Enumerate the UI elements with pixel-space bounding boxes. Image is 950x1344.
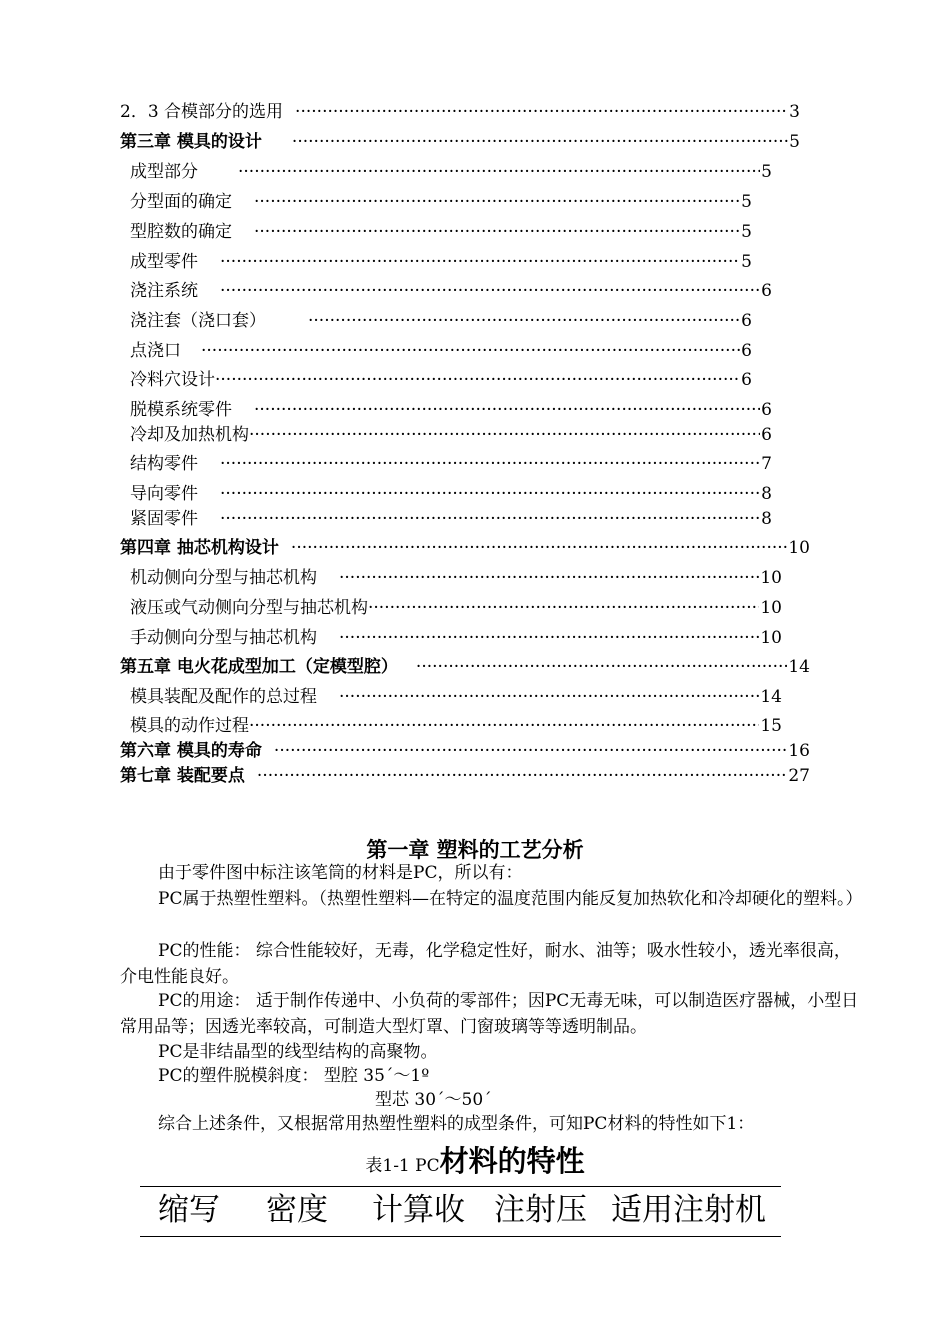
table-top-rule: [140, 1186, 781, 1187]
table-header-cell: 密度: [266, 1192, 328, 1228]
table-header-cell: 计算收: [372, 1192, 465, 1228]
toc-title: 模具的动作过程: [130, 716, 249, 736]
toc-page: 27: [788, 766, 810, 786]
toc-title: 2．3 合模部分的选用: [120, 102, 284, 122]
table-header-cell: 注射压: [494, 1192, 587, 1228]
toc-page: 10: [760, 568, 782, 588]
toc-title: 浇注系统: [130, 281, 198, 301]
paragraph: 由于零件图中标注该笔筒的材料是PC，所以有：: [158, 863, 523, 883]
toc-chapter[interactable]: [120, 655, 810, 679]
caption-title: 材料的特性: [439, 1144, 585, 1178]
toc-title: 结构零件: [130, 454, 198, 474]
toc-page: 10: [760, 598, 782, 618]
toc-title: 浇注套（浇口套）: [130, 311, 266, 331]
toc-item[interactable]: [130, 220, 752, 244]
paragraph: PC的性能： 综合性能较好，无毒，化学稳定性好，耐水、油等；吸水性较小，透光率很高，介电性能良好。: [120, 941, 851, 987]
toc-item[interactable]: [130, 279, 772, 303]
toc-title: 分型面的确定: [130, 192, 232, 212]
toc-chapter[interactable]: [120, 130, 800, 154]
toc-item[interactable]: [130, 160, 772, 184]
toc-page: 7: [761, 454, 772, 474]
toc-title: 液压或气动侧向分型与抽芯机构: [130, 598, 368, 618]
toc-page: 5: [761, 162, 772, 182]
toc-item[interactable]: [130, 626, 782, 650]
toc-item[interactable]: [130, 190, 752, 214]
toc-page: 14: [760, 687, 782, 707]
toc-page: 8: [761, 509, 772, 529]
paragraph: PC属于热塑性塑料。（热塑性塑料—在特定的温度范围内能反复加热软化和冷却硬化的塑料。）: [158, 889, 863, 909]
toc-title: 手动侧向分型与抽芯机构: [130, 628, 317, 648]
toc-page: 5: [741, 192, 752, 212]
toc-page: 6: [741, 370, 752, 390]
paragraph: PC的塑件脱模斜度： 型腔 35´～1º: [158, 1066, 430, 1086]
toc-item[interactable]: [130, 714, 782, 738]
toc-item[interactable]: [130, 685, 782, 709]
toc-title: 型腔数的确定: [130, 222, 232, 242]
toc-item[interactable]: [130, 482, 772, 506]
toc-title: 脱模系统零件: [130, 400, 232, 420]
toc-page: 10: [760, 628, 782, 648]
chapter-heading: 第一章 塑料的工艺分析: [366, 837, 584, 862]
toc-page: 16: [788, 741, 810, 761]
paragraph: PC是非结晶型的线型结构的高聚物。: [158, 1042, 438, 1062]
table-caption: [0, 1144, 950, 1183]
toc-title: 第四章 抽芯机构设计: [120, 538, 279, 558]
toc-page: 5: [789, 132, 800, 152]
toc-title: 冷却及加热机构: [130, 425, 249, 445]
toc-item[interactable]: [130, 596, 782, 620]
toc-item[interactable]: [130, 368, 752, 392]
toc-item[interactable]: [130, 309, 752, 333]
toc-page: 3: [789, 102, 800, 122]
paragraph: 综合上述条件，又根据常用热塑性塑料的成型条件，可知PC材料的特性如下1：: [158, 1114, 755, 1134]
toc-title: 成型零件: [130, 252, 198, 272]
toc-item[interactable]: [130, 423, 772, 447]
toc-page: 5: [741, 252, 752, 272]
toc-item[interactable]: [130, 339, 752, 363]
toc-item[interactable]: [130, 507, 772, 531]
toc-page: 8: [761, 484, 772, 504]
toc-page: 6: [761, 425, 772, 445]
toc-item[interactable]: [120, 100, 800, 124]
toc-chapter[interactable]: [120, 739, 810, 763]
toc-chapter[interactable]: [120, 764, 810, 788]
toc-item[interactable]: [130, 398, 772, 422]
toc-page: 10: [788, 538, 810, 558]
toc-title: 冷料穴设计: [130, 370, 215, 390]
toc-title: 成型部分: [130, 162, 198, 182]
toc-title: 第五章 电火花成型加工（定模型腔）: [120, 657, 398, 677]
toc-title: 机动侧向分型与抽芯机构: [130, 568, 317, 588]
toc-title: 紧固零件: [130, 509, 198, 529]
toc-title: 模具装配及配作的总过程: [130, 687, 317, 707]
toc-title: 第七章 装配要点: [120, 766, 245, 786]
toc-page: 6: [741, 341, 752, 361]
table-header-cell: 缩写: [158, 1192, 220, 1228]
toc-chapter[interactable]: [120, 536, 810, 560]
toc-page: 6: [761, 281, 772, 301]
toc-item[interactable]: [130, 250, 752, 274]
toc-page: 14: [788, 657, 810, 677]
table-header-rule: [140, 1236, 781, 1237]
caption-label: 表1-1 PC: [365, 1156, 440, 1176]
toc-title: 导向零件: [130, 484, 198, 504]
toc-page: 6: [741, 311, 752, 331]
paragraph: PC的用途： 适于制作传递中、小负荷的零部件；因PC无毒无味，可以制造医疗器械，小型日常用品等；因透光率较高，可制造大型灯罩、门窗玻璃等等透明制品。: [120, 991, 859, 1037]
paragraph: 型芯 30´～50´: [375, 1090, 492, 1110]
toc-title: 点浇口: [130, 341, 181, 361]
toc-page: 15: [760, 716, 782, 736]
toc-title: 第六章 模具的寿命: [120, 741, 262, 761]
toc-title: 第三章 模具的设计: [120, 132, 262, 152]
toc-page: 5: [741, 222, 752, 242]
toc-item[interactable]: [130, 566, 782, 590]
table-header-cell: 适用注射机: [611, 1192, 766, 1228]
toc-page: 6: [761, 400, 772, 420]
toc-item[interactable]: [130, 452, 772, 476]
